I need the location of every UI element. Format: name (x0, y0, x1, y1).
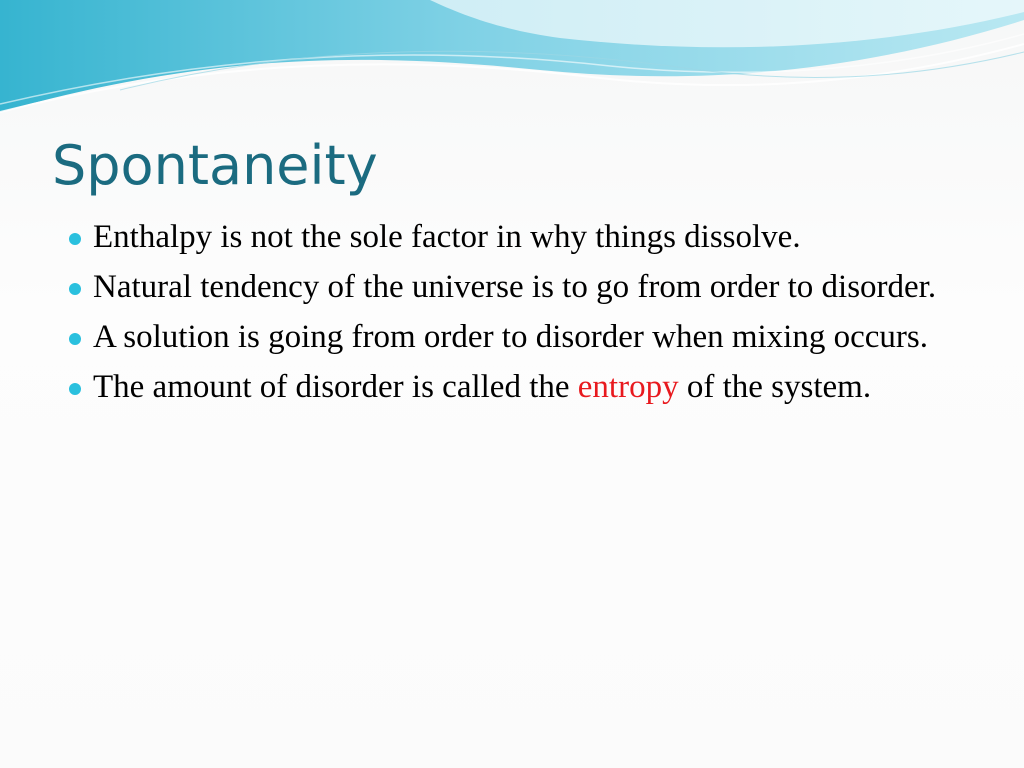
wave-decoration (0, 0, 1024, 130)
bullet-text: A solution is going from order to disorder when mixing occurs. (93, 319, 928, 355)
bullet-text-after: of the system. (678, 369, 872, 405)
bullet-icon (69, 383, 81, 395)
bullet-icon (69, 333, 81, 345)
bullet-text-before: The amount of disorder is called the (93, 369, 578, 405)
bullet-item (66, 268, 986, 307)
entropy-highlight: entropy (577, 369, 679, 405)
bullet-item (66, 318, 986, 357)
bullet-text: Enthalpy is not the sole factor in why things dissolve. (93, 219, 801, 255)
bullet-list (66, 218, 986, 418)
slide-title: Spontaneity (52, 134, 378, 197)
bullet-text: Natural tendency of the universe is to go from order to disorder. (93, 269, 937, 305)
bullet-item (66, 218, 986, 257)
bullet-icon (69, 233, 81, 245)
bullet-icon (69, 283, 81, 295)
bullet-item (66, 368, 986, 407)
